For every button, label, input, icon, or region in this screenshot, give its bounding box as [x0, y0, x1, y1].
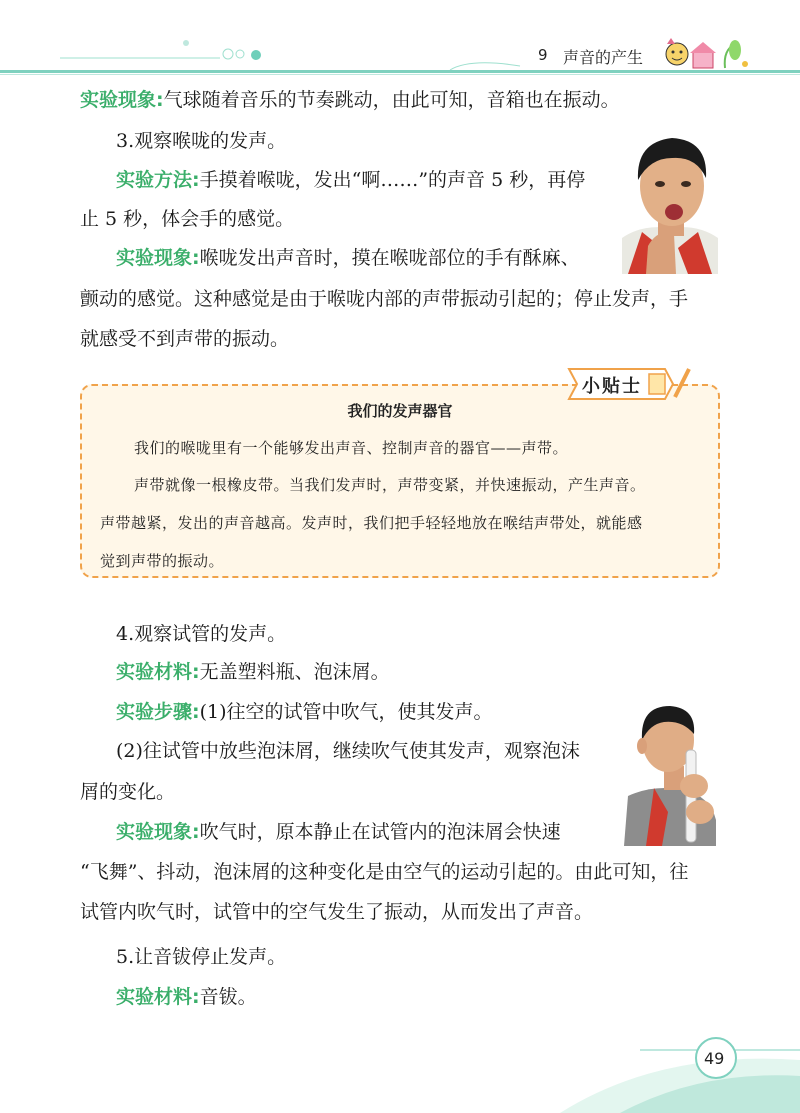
- tube-steps: [116, 700, 493, 724]
- tip-title: 我们的发声器官: [347, 402, 453, 420]
- phenomenon-label: 实验现象:: [80, 89, 164, 111]
- tube-step2-line2: 屑的变化。: [80, 781, 176, 803]
- page-number: 49: [704, 1049, 725, 1068]
- throat-method-line2: 止 5 秒，体会手的感觉。: [80, 208, 295, 230]
- tip-tag: 小贴士: [582, 376, 642, 397]
- phenomenon-text: 气球随着音乐的节奏跳动，由此可知，音箱也在振动。: [163, 89, 620, 111]
- tip-line-1: 我们的喉咙里有一个能够发出声音、控制声音的器官——声带。: [134, 439, 569, 457]
- boy-singing-photo: [622, 128, 718, 274]
- step-1: (1)往空的试管中吹气，使其发声。: [199, 701, 493, 723]
- balloon-phenomenon: [80, 88, 620, 112]
- tip-line-2: 声带就像一根橡皮带。当我们发声时，声带变紧，并快速振动，产生声音。: [134, 476, 646, 494]
- chapter-title: 声音的产生: [563, 48, 644, 67]
- steps-label: 实验步骤:: [116, 701, 200, 723]
- cymbal-materials: [116, 985, 257, 1009]
- materials-text: 音钹。: [199, 986, 257, 1008]
- tube-phenomenon-line1: [116, 820, 561, 844]
- throat-phenomenon-line2: 颤动的感觉。这种感觉是由于喉咙内部的声带振动引起的；停止发声，手: [80, 288, 689, 310]
- section-4-heading: 4.观察试管的发声。: [116, 623, 287, 645]
- chapter-number: 9: [538, 46, 548, 64]
- tube-materials: [116, 660, 390, 684]
- materials-label: 实验材料:: [116, 986, 200, 1008]
- header-rule-thin: [0, 74, 800, 75]
- method-label: 实验方法:: [116, 169, 200, 191]
- header-cartoon-icon: [663, 34, 753, 74]
- throat-method-line1: [116, 168, 585, 192]
- tube-phenomenon-line2: “飞舞”、抖动，泡沫屑的这种变化是由空气的运动引起的。由此可知，往: [80, 861, 689, 883]
- boy-blowing-tube-photo: [624, 700, 720, 846]
- throat-phenomenon-line1: [116, 246, 580, 270]
- materials-text: 无盖塑料瓶、泡沫屑。: [199, 661, 390, 683]
- phenomenon-label: 实验现象:: [116, 247, 200, 269]
- tip-line-4: 觉到声带的振动。: [100, 552, 225, 570]
- method-text-1: 手摸着喉咙，发出“啊……”的声音 5 秒，再停: [199, 169, 586, 191]
- materials-label: 实验材料:: [116, 661, 200, 683]
- phenomenon-text-1: 喉咙发出声音时，摸在喉咙部位的手有酥麻、: [199, 247, 580, 269]
- tube-step2-line1: (2)往试管中放些泡沫屑，继续吹气使其发声，观察泡沫: [116, 740, 580, 762]
- footer-decoration: [0, 1010, 800, 1113]
- throat-phenomenon-line3: 就感受不到声带的振动。: [80, 328, 290, 350]
- phenomenon-label: 实验现象:: [116, 821, 200, 843]
- tip-line-3: 声带越紧，发出的声音越高。发声时，我们把手轻轻地放在喉结声带处，就能感: [100, 514, 643, 532]
- phenomenon-text-1: 吹气时，原本静止在试管内的泡沫屑会快速: [199, 821, 561, 843]
- section-3-heading: 3.观察喉咙的发声。: [116, 130, 287, 152]
- section-5-heading: 5.让音钹停止发声。: [116, 946, 287, 968]
- tube-phenomenon-line3: 试管内吹气时，试管中的空气发生了振动，从而发出了声音。: [80, 901, 594, 923]
